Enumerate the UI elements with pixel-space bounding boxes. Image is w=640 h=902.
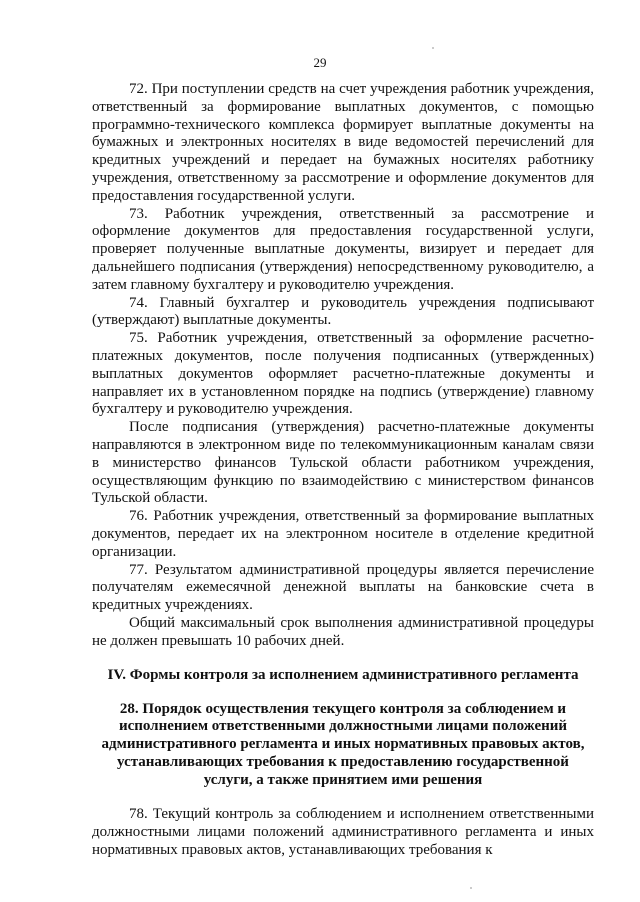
paragraph-73: 73. Работник учреждения, ответственный за рассмотрение и оформление документов для предоставления государственной услуги, проверяет полученные выплатные документы, визирует и передает для дальнейшего подписания (утверждения) непосредственному руководителю, а затем главному бухгалтеру и руководителю учреждения. bbox=[92, 205, 594, 293]
paragraph-78: 78. Текущий контроль за соблюдением и исполнением ответственными должностными лицами положений административного регламента и иных нормативных правовых актов, устанавливающих требования к bbox=[92, 806, 594, 859]
paragraph-77-deadline: Общий максимальный срок выполнения административной процедуры не должен превышать 10 рабочих дней. bbox=[92, 614, 594, 649]
paragraph-77: 77. Результатом административной процедуры является перечисление получателям ежемесячной денежной выплаты на банковские счета в кредитных учреждениях. bbox=[92, 561, 594, 614]
paragraph-72: 72. При поступлении средств на счет учреждения работник учреждения, ответственный за формирование выплатных документов, с помощью программно-технического комплекса формирует выплатные документы на бумажных и электронных носителях в виде ведомостей перечислений для кредитных учреждений и передает на бумажных носителях работнику учреждения, ответственному за рассмотрение и оформление документов для предоставления государственной услуги. bbox=[92, 81, 594, 204]
page-content bbox=[92, 81, 594, 860]
paragraph-76: 76. Работник учреждения, ответственный за формирование выплатных документов, передает их на электронном носителе в отделение кредитной организации. bbox=[92, 508, 594, 560]
scan-speck bbox=[470, 887, 472, 889]
scan-speck bbox=[432, 47, 434, 49]
paragraph-75-continued: После подписания (утверждения) расчетно-платежные документы направляются в электронном виде по телекоммуникационным каналам связи в министерство финансов Тульской области работником учреждения, осуществляющим функцию по взаимодействию с министерством финансов Тульской области. bbox=[92, 419, 594, 507]
paragraph-74: 74. Главный бухгалтер и руководитель учреждения подписывают (утверждают) выплатные документы. bbox=[92, 294, 594, 329]
sub-heading: 28. Порядок осуществления текущего контроля за соблюдением и исполнением ответственными должностными лицами положений административного регламента и иных нормативных правовых актов, устанавливающих требования к предоставлению государственной услуги, а также принятием ими решения bbox=[101, 700, 585, 788]
section-heading: IV. Формы контроля за исполнением административного регламента bbox=[107, 666, 579, 683]
paragraph-75: 75. Работник учреждения, ответственный за оформление расчетно-платежных документов, после получения подписанных (утвержденных) выплатных документов оформляет расчетно-платежные документы и направляет их в установленном порядке на подпись (утверждение) главному бухгалтеру и руководителю учреждения. bbox=[92, 330, 594, 418]
page-number: 29 bbox=[313, 55, 327, 70]
